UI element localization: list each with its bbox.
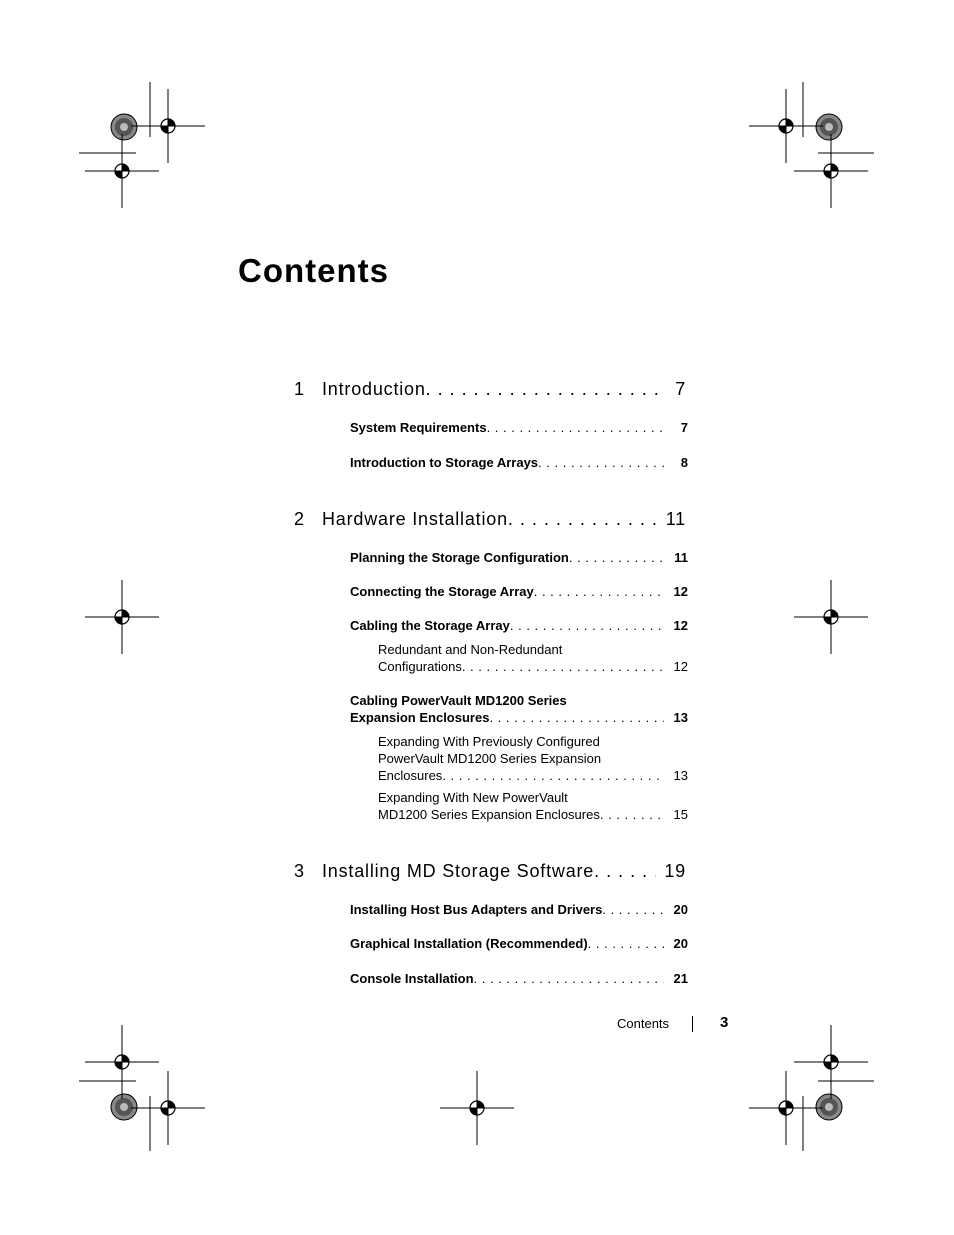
toc-entry-chapter[interactable] [322, 379, 686, 400]
section-title: Introduction to Storage Arrays [350, 455, 539, 470]
page-ref: 19 [664, 861, 686, 881]
page-number: 3 [720, 1014, 729, 1031]
toc-entry-section[interactable] [350, 936, 688, 951]
page-ref: 15 [673, 807, 688, 822]
leader-dots [538, 455, 664, 470]
registration-cross-icon [794, 580, 868, 654]
page-ref: 7 [675, 379, 686, 399]
chapter-title: Hardware Installation [322, 509, 508, 529]
page-ref: 12 [673, 659, 688, 674]
registration-cross-icon [131, 89, 205, 163]
toc-entry-section[interactable] [350, 971, 688, 986]
toc-entry-section[interactable] [350, 455, 688, 470]
toc-entry-section[interactable] [350, 584, 688, 599]
section-title: Console Installation [350, 971, 474, 986]
registration-cross-icon [794, 1025, 868, 1099]
page-ref: 11 [674, 550, 688, 565]
toc-entry-chapter[interactable] [322, 861, 686, 882]
leader-dots [489, 710, 664, 725]
leader-dots [426, 379, 668, 400]
section-title: Connecting the Storage Array [350, 584, 534, 599]
subsection-title-line: PowerVault MD1200 Series Expansion [378, 751, 602, 766]
chapter-title: Introduction [322, 379, 426, 399]
chapter-title: Installing MD Storage Software [322, 861, 595, 881]
leader-dots [588, 936, 664, 951]
leader-dots [510, 618, 664, 633]
leader-dots [462, 659, 664, 674]
toc-entry-section[interactable] [350, 710, 688, 725]
toc-entry-section[interactable] [350, 550, 688, 565]
toc-entry-section[interactable] [350, 618, 688, 633]
registration-cross-icon [749, 89, 823, 163]
leader-dots [594, 861, 656, 882]
registration-cross-icon [749, 1071, 823, 1145]
toc-entry-section[interactable] [350, 420, 688, 435]
subsection-title-line: Redundant and Non-Redundant [378, 642, 563, 657]
chapter-number: 3 [294, 861, 305, 881]
page-ref: 12 [673, 584, 688, 599]
page-ref: 13 [673, 710, 688, 725]
page-ref: 21 [673, 971, 688, 986]
toc-entry-subsection[interactable] [378, 659, 688, 674]
section-title: Planning the Storage Configuration [350, 550, 569, 565]
page-ref: 7 [680, 420, 688, 435]
page-ref: 20 [673, 936, 688, 951]
toc-entry-chapter[interactable] [322, 509, 686, 530]
toc-entry-subsection[interactable] [378, 807, 688, 822]
leader-dots [442, 768, 664, 783]
footer-label: Contents [617, 1016, 670, 1031]
subsection-title-line: Expanding With Previously Configured [378, 734, 600, 749]
toc-entry-subsection[interactable] [378, 768, 688, 783]
registration-star-icon [816, 114, 842, 140]
footer-separator [692, 1016, 693, 1032]
registration-cross-icon [794, 134, 868, 208]
leader-dots [534, 584, 664, 599]
registration-cross-icon [85, 1025, 159, 1099]
page-title: Contents [238, 252, 389, 289]
registration-cross-icon [440, 1071, 514, 1145]
registration-cross-icon [85, 134, 159, 208]
section-title: Cabling the Storage Array [350, 618, 510, 633]
page-ref: 20 [673, 902, 688, 917]
registration-star-icon [816, 1094, 842, 1120]
section-title-line: Cabling PowerVault MD1200 Series [350, 693, 567, 708]
chapter-number: 1 [294, 379, 305, 399]
leader-dots [602, 902, 664, 917]
leader-dots [569, 550, 664, 565]
subsection-title: Configurations [378, 659, 462, 674]
page-ref: 11 [665, 509, 686, 529]
leader-dots [474, 971, 664, 986]
section-title: Installing Host Bus Adapters and Drivers [350, 902, 603, 917]
page-ref: 8 [680, 455, 688, 470]
registration-cross-icon [131, 1071, 205, 1145]
leader-dots [508, 509, 658, 530]
subsection-title: Enclosures [378, 768, 443, 783]
leader-dots [487, 420, 664, 435]
page-ref: 12 [673, 618, 688, 633]
chapter-number: 2 [294, 509, 305, 529]
subsection-title: MD1200 Series Expansion Enclosures [378, 807, 600, 822]
section-title: System Requirements [350, 420, 487, 435]
registration-star-icon [111, 1094, 137, 1120]
section-title: Expansion Enclosures [350, 710, 490, 725]
subsection-title-line: Expanding With New PowerVault [378, 790, 568, 805]
registration-cross-icon [85, 580, 159, 654]
page-ref: 13 [673, 768, 688, 783]
registration-star-icon [111, 114, 137, 140]
toc-entry-section[interactable] [350, 902, 688, 917]
leader-dots [600, 807, 664, 822]
section-title: Graphical Installation (Recommended) [350, 936, 588, 951]
